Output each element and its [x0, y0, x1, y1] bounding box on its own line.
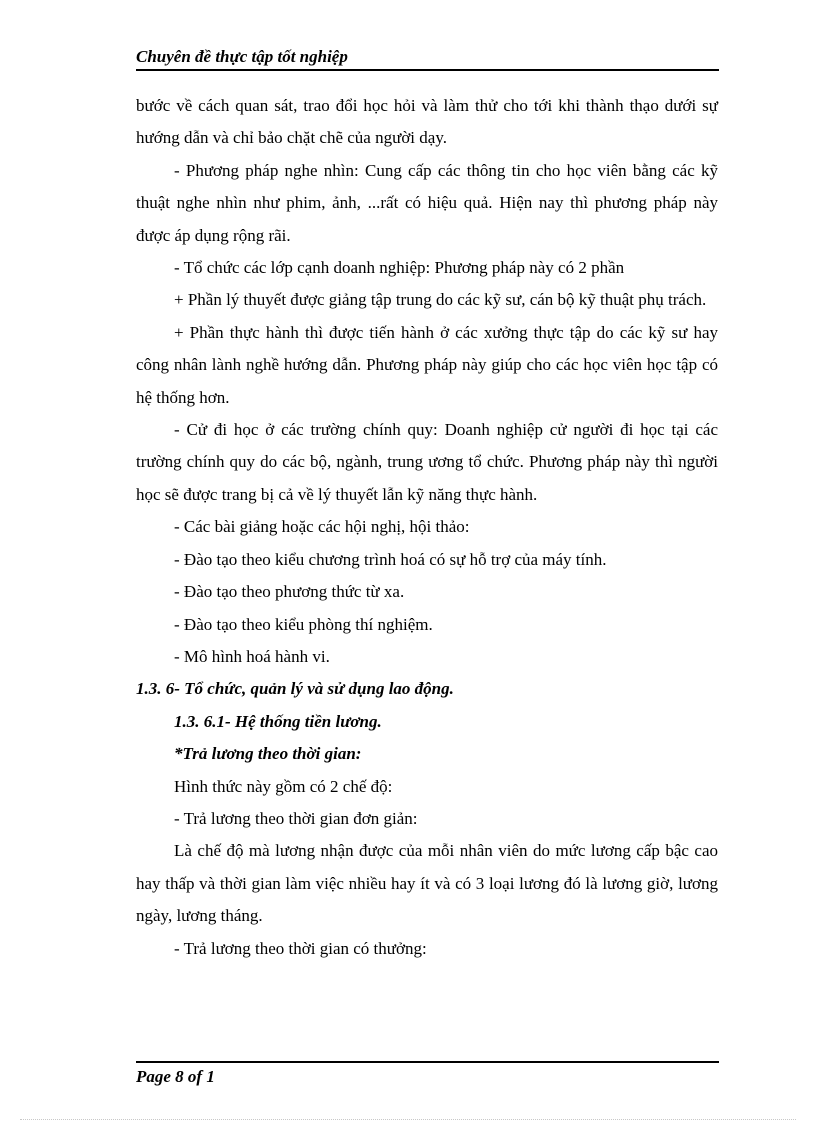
footer-divider: [136, 1061, 719, 1063]
list-item-behavior-modeling: - Mô hình hoá hành vi.: [174, 646, 330, 666]
list-item-computer-training: - Đào tạo theo kiểu chương trình hoá có sự hỗ trợ của máy tính.: [174, 549, 607, 569]
paragraph-continuation: bước về cách quan sát, trao đổi học hỏi và làm thử cho tới khi thành thạo dưới sự hướng dẫn và chỉ bảo chặt chẽ của người dạy.: [136, 96, 718, 148]
list-item-distance-training: - Đào tạo theo phương thức từ xa.: [174, 582, 405, 602]
paragraph-formal-schools: - Cử đi học ở các trường chính quy: Doanh nghiệp cử người đi học tại các trường chính quy do các bộ, ngành, trung ương tổ chức. Phương pháp này thì người học sẽ được trang bị cả về lý thuyết lẫn kỹ năng thực hành.: [136, 420, 718, 504]
page-header-title: Chuyên đề thực tập tốt nghiệp: [136, 47, 348, 66]
header-divider: [136, 69, 719, 71]
paragraph-simple-time-pay-definition: Là chế độ mà lương nhận được của mỗi nhân viên do mức lương cấp bậc cao hay thấp và thời gian làm việc nhiều hay ít và có 3 loại lương đó là lương giờ, lương ngày, lương tháng.: [136, 841, 718, 926]
paragraph-theory-part: + Phần lý thuyết được giảng tập trung do các kỹ sư, cán bộ kỹ thuật phụ trách.: [174, 290, 707, 310]
paragraph-audiovisual-method: - Phương pháp nghe nhìn: Cung cấp các thông tin cho học viên bằng các kỹ thuật nghe nhìn như phim, ảnh, ...rất có hiệu quả. Hiện nay thì phương pháp này được áp dụng rộng rãi.: [136, 160, 718, 245]
list-item-time-pay-with-bonus: - Trả lương theo thời gian có thưởng:: [174, 938, 427, 958]
paragraph-practice-part: + Phần thực hành thì được tiến hành ở các xưởng thực tập do các kỹ sư hay công nhân lành nghề hướng dẫn. Phương pháp này giúp cho các học viên học tập có hệ thống hơn.: [136, 322, 718, 407]
list-item-lab-training: - Đào tạo theo kiểu phòng thí nghiệm.: [174, 614, 433, 634]
page-number: Page 8 of 1: [136, 1067, 215, 1086]
subheading-time-based-pay: *Trả lương theo thời gian:: [174, 744, 362, 764]
document-body: [136, 90, 718, 965]
subsection-heading-salary-system: 1.3. 6.1- Hệ thống tiền lương.: [174, 711, 382, 731]
page-bottom-edge: [20, 1119, 796, 1120]
paragraph-enterprise-classes: - Tổ chức các lớp cạnh doanh nghiệp: Phương pháp này có 2 phần: [174, 258, 625, 278]
paragraph-two-regimes: Hình thức này gồm có 2 chế độ:: [174, 776, 393, 796]
list-item-simple-time-pay: - Trả lương theo thời gian đơn giản:: [174, 808, 418, 828]
list-item-lectures: - Các bài giảng hoặc các hội nghị, hội thảo:: [174, 517, 470, 537]
section-heading-labor: 1.3. 6- Tổ chức, quản lý và sử dụng lao động.: [136, 679, 454, 699]
